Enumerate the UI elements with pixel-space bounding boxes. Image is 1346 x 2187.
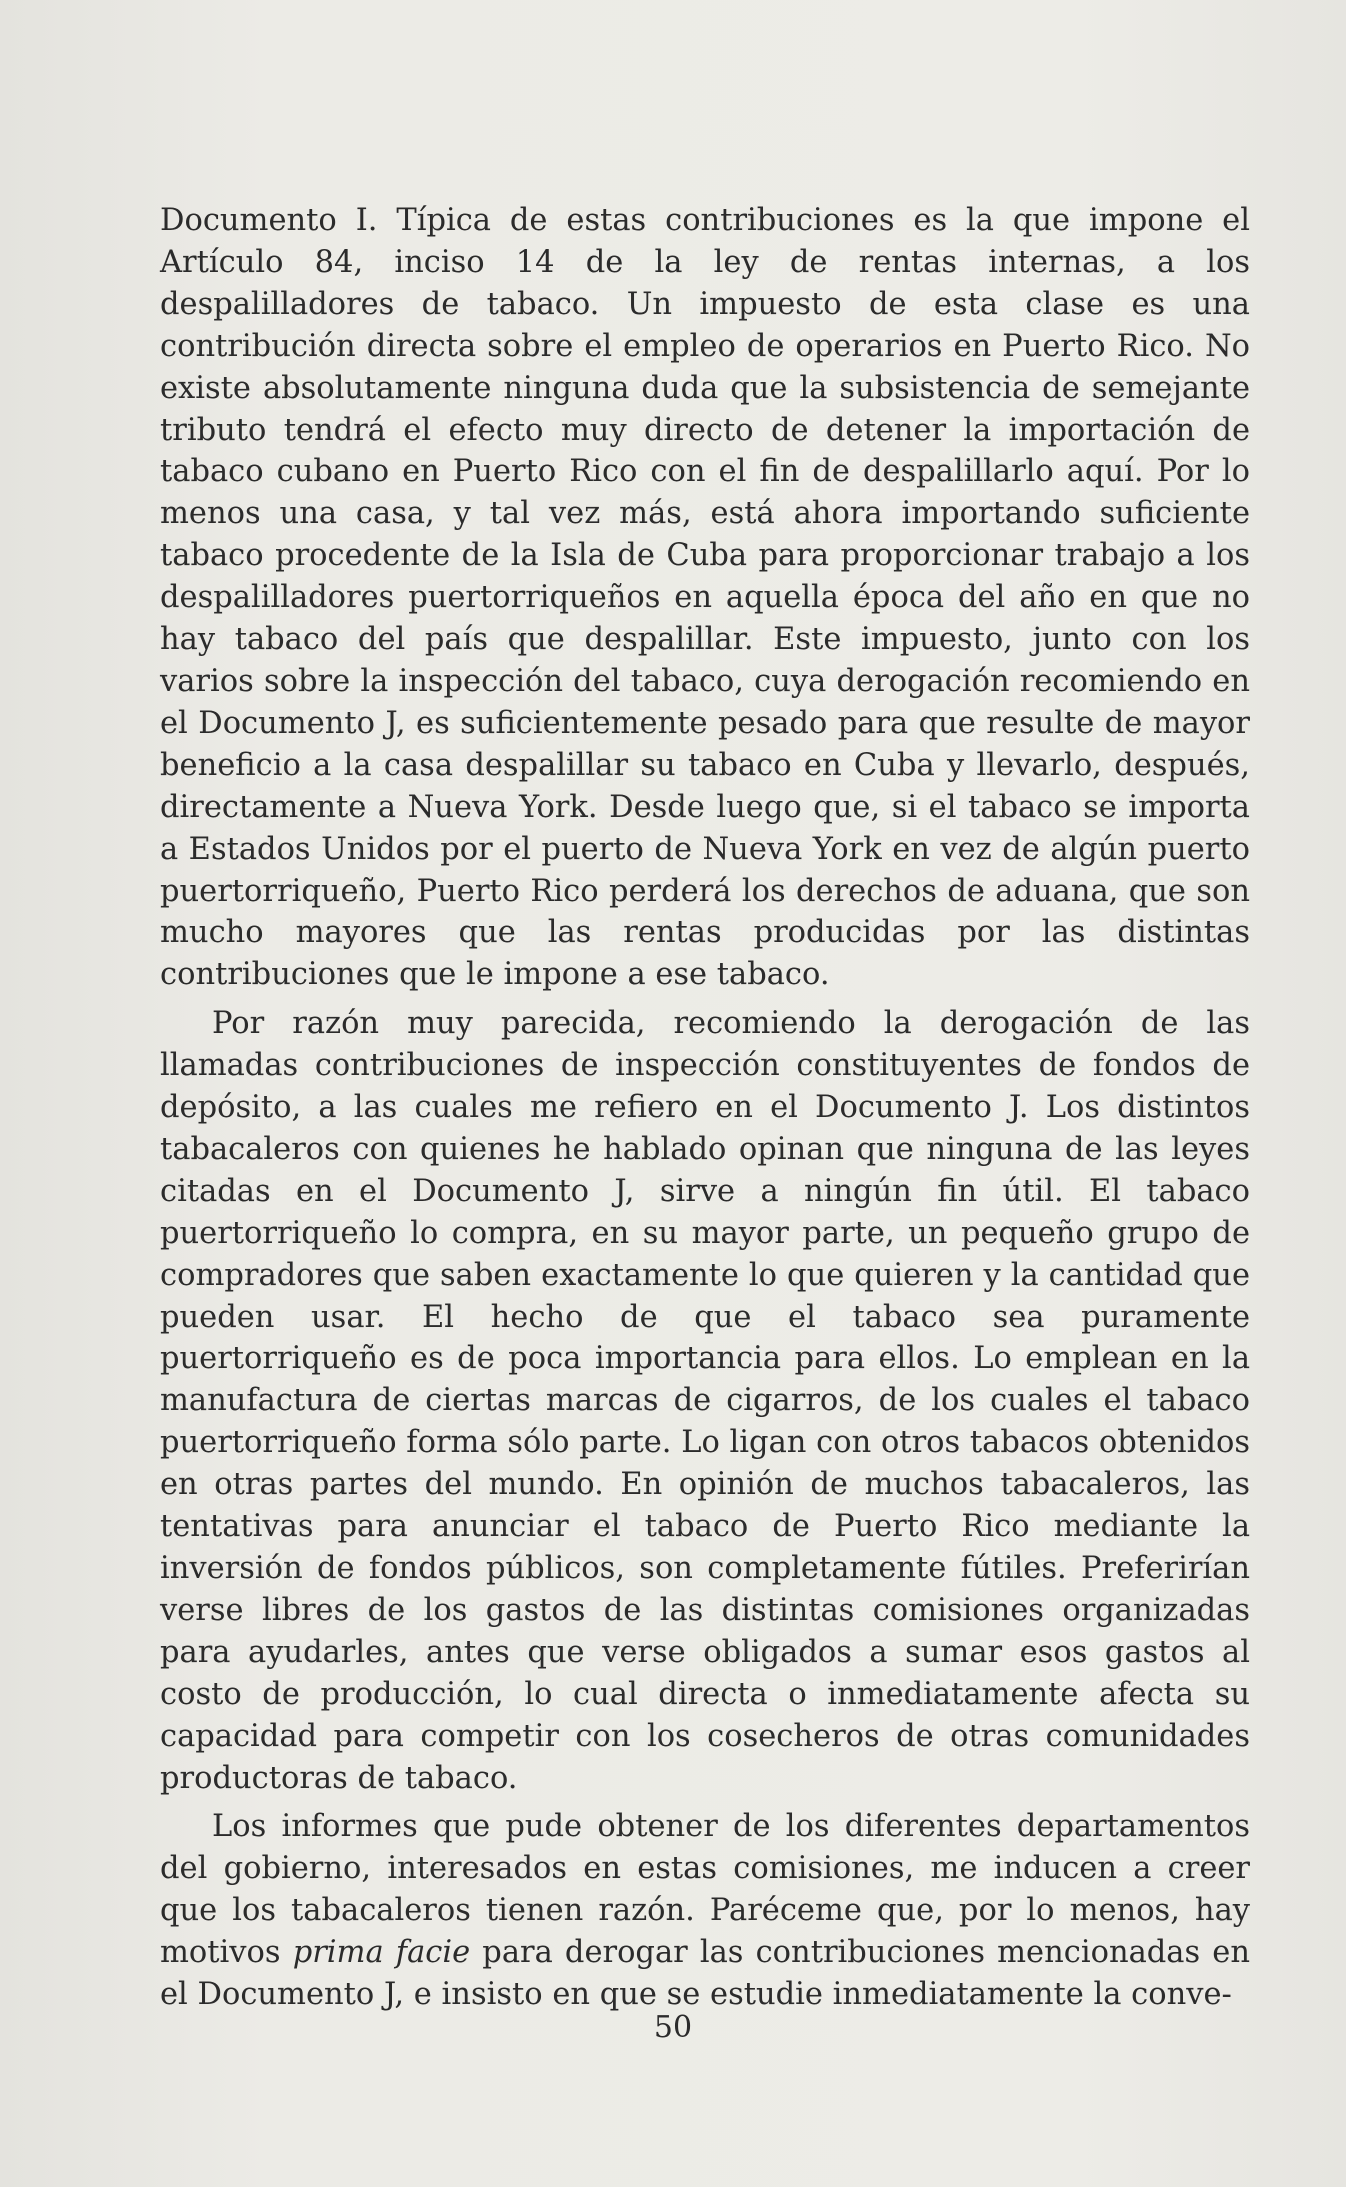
body-text (160, 200, 1250, 2016)
paragraph-3 (160, 1806, 1250, 2016)
paragraph-3-end: para derogar las contribuciones mencionadas en el Documento J, e insisto en que se estudie inmediatamente la conve- (160, 1935, 1250, 2013)
page-number: 50 (653, 2010, 693, 2045)
paragraph-2: Por razón muy parecida, recomiendo la derogación de las llamadas contribuciones de inspección constituyentes de fondos de depósito, a las cuales me refiero en el Documento J. Los distintos tabacaleros con quienes he hablado opinan que ninguna de las leyes citadas en el Documento J, sirve a ningún fin útil. El tabaco puertorriqueño lo compra, en su mayor parte, un pequeño grupo de compradores que saben exactamente lo que quieren y la cantidad que pueden usar. El hecho de que el tabaco sea puramente puertorriqueño es de poca importancia para ellos. Lo emplean en la manufactura de ciertas marcas de cigarros, de los cuales el tabaco puertorriqueño forma sólo parte. Lo ligan con otros tabacos obtenidos en otras partes del mundo. En opinión de muchos tabacaleros, las tentativas para anunciar el tabaco de Puerto Rico mediante la inversión de fondos públicos, son completamente fútiles. Preferirían verse libres de los gastos de las distintas comisiones organizadas para ayudarles, antes que verse obligados a sumar esos gastos al costo de producción, lo cual directa o inmediatamente afecta su capacidad para competir con los cosecheros de otras comunidades productoras de tabaco. (160, 1006, 1250, 1796)
italic-phrase: prima facie (292, 1935, 471, 1971)
paragraph-1: Documento I. Típica de estas contribuciones es la que impone el Artículo 84, inciso 14 de la ley de rentas internas, a los despalilladores de tabaco. Un impuesto de esta clase es una contribución directa sobre el empleo de operarios en Puerto Rico. No existe absolutamente ninguna duda que la subsistencia de semejante tributo tendrá el efecto muy directo de detener la importación de tabaco cubano en Puerto Rico con el fin de despalillarlo aquí. Por lo menos una casa, y tal vez más, está ahora importando suficiente tabaco procedente de la Isla de Cuba para proporcionar trabajo a los despalilladores puertorriqueños en aquella época del año en que no hay tabaco del país que despalillar. Este impuesto, junto con los varios sobre la inspección del tabaco, cuya derogación recomiendo en el Documento J, es suficientemente pesado para que resulte de mayor beneficio a la casa despalillar su tabaco en Cuba y llevarlo, después, directamente a Nueva York. Desde luego que, si el tabaco se importa a Estados Unidos por el puerto de Nueva York en vez de algún puerto puertorriqueño, Puerto Rico perderá los derechos de aduana, que son mucho mayores que las rentas producidas por las distintas contribuciones que le impone a ese tabaco. (160, 203, 1250, 993)
paragraph-3-start: Los informes que pude obtener de los diferentes departamentos del gobierno, interesados en estas comisiones, me inducen a creer que los tabacaleros tienen razón. Paréceme que, por lo menos, hay motivos (160, 1809, 1250, 1971)
